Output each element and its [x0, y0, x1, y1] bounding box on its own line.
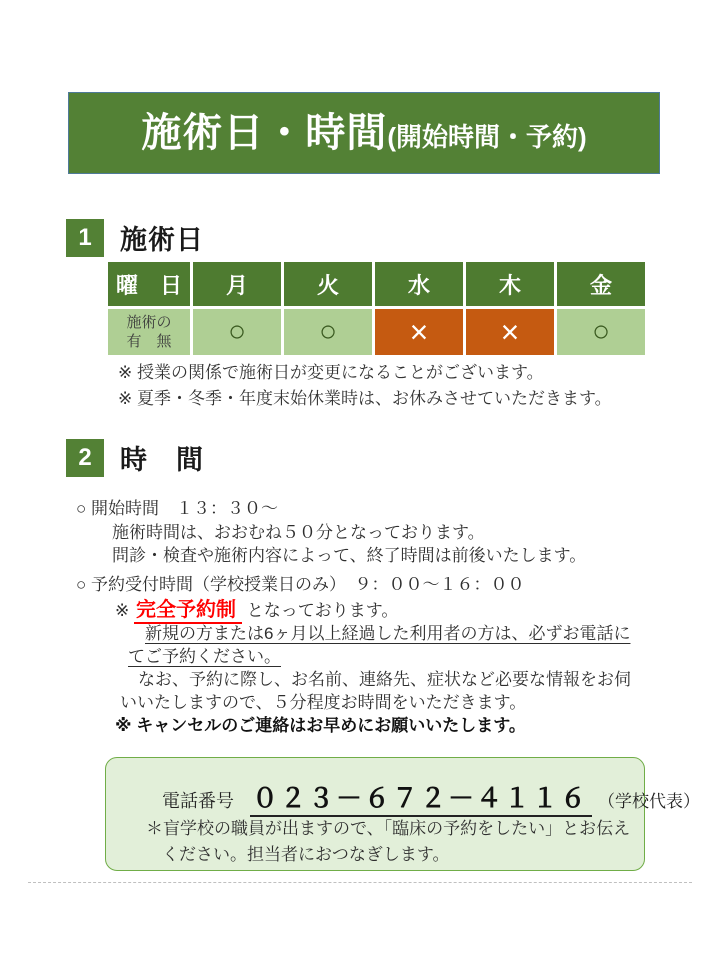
title-banner-text — [141, 107, 586, 159]
schedule-note-2: ※ 夏季・冬季・年度末始休業時は、お休みさせていただきます。 — [118, 389, 612, 408]
table-header-mon: 月 — [193, 262, 281, 306]
availability-wed-unavailable-mark: × — [375, 309, 463, 355]
availability-fri-available-mark: ○ — [557, 309, 645, 355]
reservation-suffix: となっております。 — [246, 601, 399, 620]
variation-line: 問診・検査や施術内容によって、終了時間は前後いたします。 — [112, 546, 587, 565]
phone-note-line-2: ください。担当者におつなぎします。 — [162, 845, 450, 864]
treatment-day-table — [108, 262, 645, 355]
table-row-label — [108, 309, 190, 355]
reservation-system-line — [115, 593, 398, 622]
page-title: 施術日・時間 — [141, 111, 388, 155]
info-line-2: いいたしますので、５分程度お時間をいただきます。 — [120, 693, 527, 712]
reception-line: ○ 予約受付時間（学校授業日のみ） ９：００～１６：００ — [76, 575, 525, 594]
page-boundary-divider — [28, 882, 692, 883]
availability-thu-unavailable-mark: × — [466, 309, 554, 355]
phone-representative-label: （学校代表） — [598, 792, 701, 811]
phone-number: ０２３－６７２－４１１６ — [250, 778, 592, 817]
reservation-emphasis: 完全予約制 — [134, 599, 242, 624]
table-header-day: 曜 日 — [108, 262, 190, 306]
table-header-tue: 火 — [284, 262, 372, 306]
availability-tue-available-mark: ○ — [284, 309, 372, 355]
section-2-header — [66, 438, 204, 477]
phone-contact-box — [105, 757, 701, 871]
row-label-line1: 施術の — [126, 314, 172, 331]
row-label-line2: 有 無 — [126, 333, 172, 350]
new-user-line-1: 新規の方または6ヶ月以上経過した利用者の方は、必ずお電話に — [145, 624, 631, 643]
start-time-line: ○ 開始時間 １３：３０～ — [76, 499, 278, 518]
duration-line: 施術時間は、おおむね５０分となっております。 — [112, 523, 485, 542]
section-1-header — [66, 218, 204, 257]
info-line-1: なお、予約に際し、お名前、連絡先、症状など必要な情報をお伺 — [138, 670, 631, 689]
section-1-title: 施術日 — [120, 225, 204, 255]
title-banner — [68, 92, 660, 174]
cancel-notice-line: ※ キャンセルのご連絡はお早めにお願いいたします。 — [115, 716, 526, 735]
section-2-title: 時 間 — [120, 445, 204, 475]
table-header-thu: 木 — [466, 262, 554, 306]
phone-number-line — [162, 778, 700, 817]
table-header-wed: 水 — [375, 262, 463, 306]
page-subtitle: (開始時間・予約) — [387, 122, 587, 152]
schedule-note-1: ※ 授業の関係で施術日が変更になることがございます。 — [118, 363, 544, 382]
table-header-fri: 金 — [557, 262, 645, 306]
section-2-number-badge: 2 — [66, 439, 104, 477]
section-1-number-badge: 1 — [66, 219, 104, 257]
availability-mon-available-mark: ○ — [193, 309, 281, 355]
phone-label: 電話番号 — [162, 791, 234, 811]
phone-note-line-1: ＊盲学校の職員が出ますので、「臨床の予約をしたい」とお伝え — [146, 819, 631, 838]
schedule-notes — [118, 360, 612, 412]
new-user-line-2: てご予約ください。 — [128, 647, 281, 666]
reservation-prefix: ※ — [115, 601, 130, 620]
